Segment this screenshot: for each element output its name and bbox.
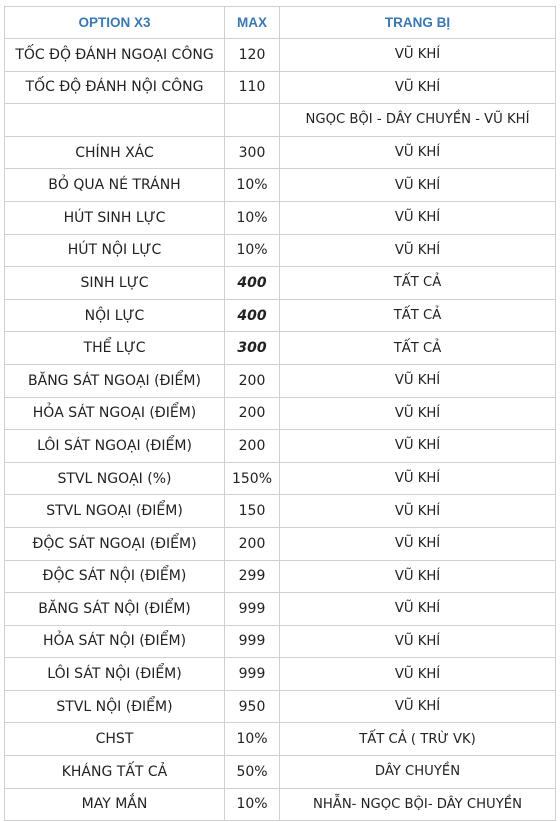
table-row [5,104,556,137]
equipment-cell: VŨ KHÍ [280,462,556,495]
max-cell: 999 [225,593,280,626]
option-cell: SINH LỰC [5,267,225,300]
max-cell: 300 [225,332,280,365]
option-cell: HỎA SÁT NỘI (ĐIỂM) [5,625,225,658]
option-cell [5,104,225,137]
option-cell: HÚT NỘI LỰC [5,234,225,267]
max-cell: 300 [225,136,280,169]
table-row [5,364,556,397]
max-cell: 50% [225,756,280,789]
equipment-cell: TẤT CẢ [280,299,556,332]
table-row [5,756,556,789]
max-cell: 200 [225,364,280,397]
table-row [5,462,556,495]
max-cell: 10% [225,169,280,202]
option-cell: STVL NGOẠI (ĐIỂM) [5,495,225,528]
table-row [5,397,556,430]
table-row [5,71,556,104]
option-cell: BĂNG SÁT NGOẠI (ĐIỂM) [5,364,225,397]
equipment-cell: TẤT CẢ ( TRỪ VK) [280,723,556,756]
equipment-cell: VŨ KHÍ [280,201,556,234]
header-equipment: TRANG BỊ [280,7,556,39]
header-option: OPTION X3 [5,7,225,39]
table-row [5,788,556,821]
header-row [5,7,556,39]
table-row [5,690,556,723]
option-cell: MAY MẮN [5,788,225,821]
equipment-cell: VŨ KHÍ [280,658,556,691]
table-row [5,527,556,560]
max-cell: 200 [225,430,280,463]
table-row [5,495,556,528]
equipment-cell: TẤT CẢ [280,332,556,365]
equipment-cell: VŨ KHÍ [280,495,556,528]
max-cell: 950 [225,690,280,723]
equipment-cell: VŨ KHÍ [280,593,556,626]
equipment-cell: VŨ KHÍ [280,364,556,397]
option-cell: CHST [5,723,225,756]
table-row [5,723,556,756]
max-cell: 10% [225,788,280,821]
table-body [5,39,556,821]
table-row [5,267,556,300]
option-cell: LÔI SÁT NỘI (ĐIỂM) [5,658,225,691]
option-cell: HỎA SÁT NGOẠI (ĐIỂM) [5,397,225,430]
table-row [5,39,556,72]
option-cell: BĂNG SÁT NỘI (ĐIỂM) [5,593,225,626]
option-cell: STVL NGOẠI (%) [5,462,225,495]
equipment-cell: VŨ KHÍ [280,430,556,463]
max-cell: 120 [225,39,280,72]
table-row [5,332,556,365]
table-row [5,430,556,463]
option-cell: KHÁNG TẤT CẢ [5,756,225,789]
option-cell: ĐỘC SÁT NGOẠI (ĐIỂM) [5,527,225,560]
max-cell: 400 [225,267,280,300]
option-cell: STVL NỘI (ĐIỂM) [5,690,225,723]
options-table [4,6,556,821]
equipment-cell: TẤT CẢ [280,267,556,300]
equipment-cell: VŨ KHÍ [280,169,556,202]
equipment-cell: VŨ KHÍ [280,136,556,169]
table-row [5,560,556,593]
max-cell: 200 [225,527,280,560]
max-cell: 150 [225,495,280,528]
max-cell: 999 [225,625,280,658]
max-cell: 299 [225,560,280,593]
max-cell: 999 [225,658,280,691]
max-cell: 200 [225,397,280,430]
option-cell: ĐỘC SÁT NỘI (ĐIỂM) [5,560,225,593]
table-row [5,169,556,202]
max-cell: 110 [225,71,280,104]
equipment-cell: VŨ KHÍ [280,71,556,104]
option-cell: BỎ QUA NÉ TRÁNH [5,169,225,202]
option-cell: CHÍNH XÁC [5,136,225,169]
table-row [5,658,556,691]
equipment-cell: VŨ KHÍ [280,560,556,593]
equipment-cell: VŨ KHÍ [280,690,556,723]
option-cell: THỂ LỰC [5,332,225,365]
header-max: MAX [225,7,280,39]
table-row [5,593,556,626]
max-cell [225,104,280,137]
option-cell: NỘI LỰC [5,299,225,332]
table-row [5,136,556,169]
max-cell: 10% [225,723,280,756]
max-cell: 10% [225,234,280,267]
table-row [5,299,556,332]
table-row [5,201,556,234]
max-cell: 150% [225,462,280,495]
equipment-cell: DÂY CHUYỀN [280,756,556,789]
equipment-cell: VŨ KHÍ [280,234,556,267]
equipment-cell: VŨ KHÍ [280,397,556,430]
equipment-cell: VŨ KHÍ [280,39,556,72]
equipment-cell: NGỌC BỘI - DÂY CHUYỀN - VŨ KHÍ [280,104,556,137]
table-row [5,625,556,658]
option-cell: TỐC ĐỘ ĐÁNH NGOẠI CÔNG [5,39,225,72]
equipment-cell: NHẪN- NGỌC BỘI- DÂY CHUYỀN [280,788,556,821]
equipment-cell: VŨ KHÍ [280,625,556,658]
max-cell: 10% [225,201,280,234]
option-cell: HÚT SINH LỰC [5,201,225,234]
option-cell: TỐC ĐỘ ĐÁNH NỘI CÔNG [5,71,225,104]
max-cell: 400 [225,299,280,332]
equipment-cell: VŨ KHÍ [280,527,556,560]
option-cell: LÔI SÁT NGOẠI (ĐIỂM) [5,430,225,463]
table-row [5,234,556,267]
